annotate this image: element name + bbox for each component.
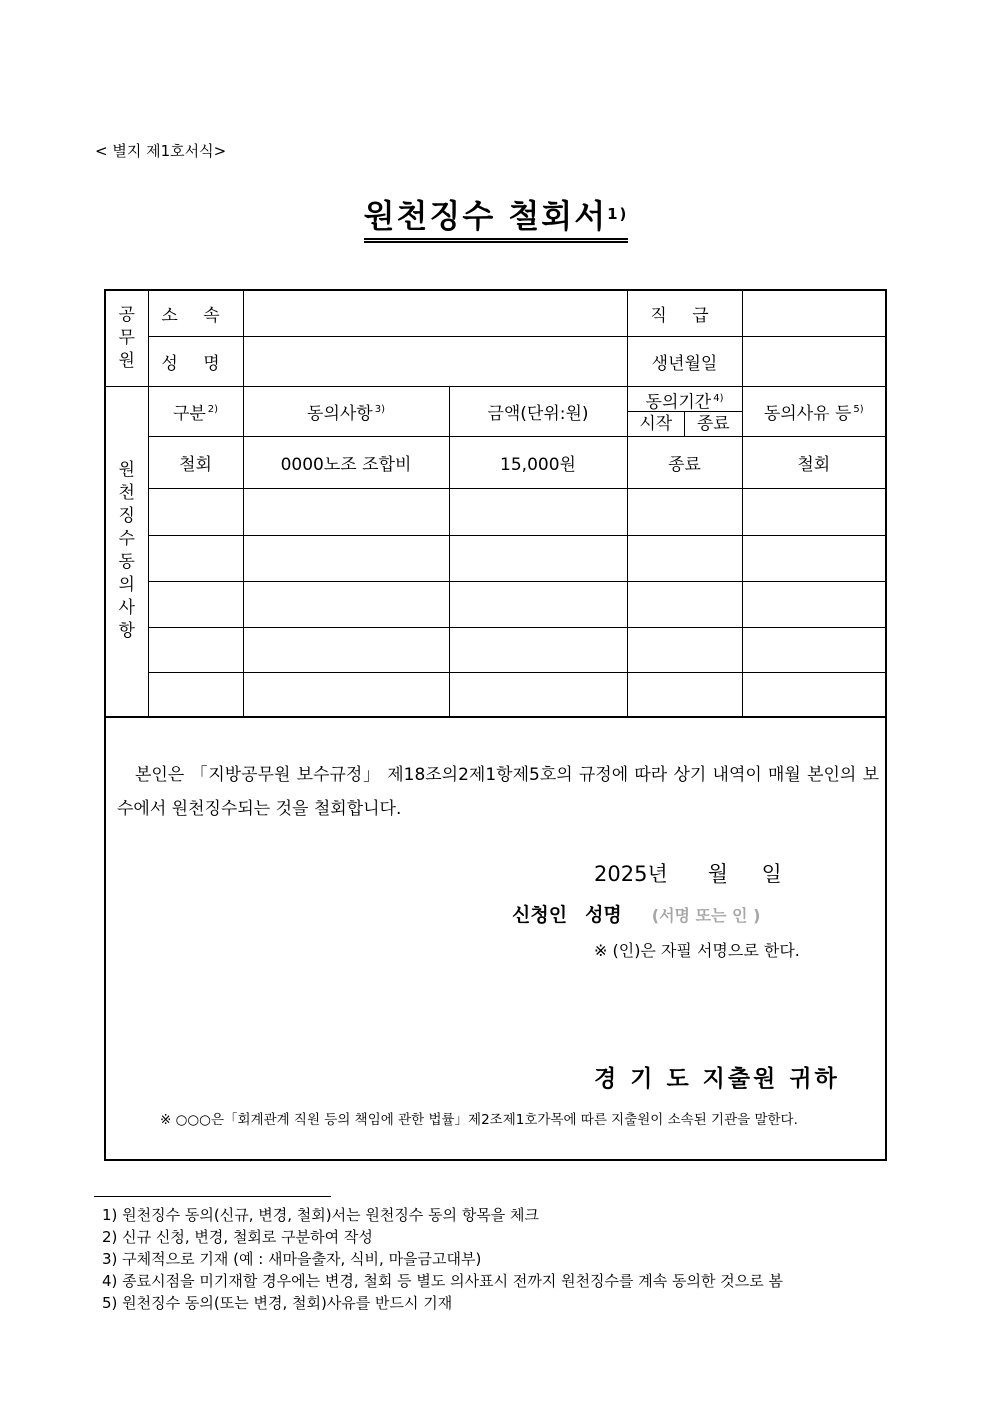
applicant-line <box>512 900 760 927</box>
cell-type[interactable] <box>148 581 243 627</box>
cell-reason[interactable]: 철회 <box>742 436 886 488</box>
cell-type[interactable] <box>148 627 243 672</box>
header-amount: 금액(단위:원) <box>449 386 627 436</box>
cell-period[interactable] <box>627 535 742 581</box>
org-note: ※ ○○○은「회계관계 직원 등의 책임에 관한 법률」제2조제1호가목에 따른 지출원이 소속된 기관을 말한다. <box>160 1112 798 1128</box>
header-type: 구분 $^{2)}$ <box>148 386 243 436</box>
table-row <box>105 535 886 581</box>
cell-type[interactable]: 철회 <box>148 436 243 488</box>
date-month: 월 <box>707 862 729 886</box>
cell-type[interactable] <box>148 672 243 717</box>
affiliation-label: 소 속 <box>148 290 243 336</box>
birth-field[interactable] <box>742 336 886 386</box>
official-section-label: 공 무 원 <box>105 290 148 386</box>
cell-item[interactable] <box>243 488 449 535</box>
birth-label: 생년월일 <box>627 336 742 386</box>
official-row-2 <box>105 336 886 386</box>
title-text: 원천징수 철회서 <box>363 197 608 235</box>
table-row <box>105 436 886 488</box>
consent-header-row <box>105 386 886 436</box>
table-row <box>105 672 886 717</box>
signature-note: ※ (인)은 자필 서명으로 한다. <box>594 941 800 960</box>
footnotes <box>102 1204 783 1314</box>
cell-amount[interactable]: 15,000원 <box>449 436 627 488</box>
header-period-end: 종료 <box>696 413 730 434</box>
position-field[interactable] <box>742 290 886 336</box>
cell-reason[interactable] <box>742 535 886 581</box>
applicant-label: 신청인 <box>512 904 568 926</box>
position-label: 직 급 <box>627 290 742 336</box>
footnote-item: 4) 종료시점을 미기재할 경우에는 변경, 철회 등 별도 의사표시 전까지 원천징수를 계속 동의한 것으로 봄 <box>102 1272 784 1290</box>
form-table <box>104 289 887 718</box>
cell-period[interactable] <box>627 672 742 717</box>
date-day: 일 <box>761 862 782 886</box>
header-period-start: 시작 <box>628 412 686 436</box>
table-row <box>105 627 886 672</box>
cell-item[interactable] <box>243 627 449 672</box>
footnote-item: 5) 원천징수 동의(또는 변경, 철회)사유를 반드시 기재 <box>102 1294 453 1312</box>
cell-item[interactable] <box>243 535 449 581</box>
name-label: 성 명 <box>148 336 243 386</box>
name-field[interactable] <box>243 336 627 386</box>
header-period: 동의기간 $^{4)}$ 시작 종료 <box>627 386 742 436</box>
cell-reason[interactable] <box>742 672 886 717</box>
cell-reason[interactable] <box>742 488 886 535</box>
footnote-divider <box>94 1196 331 1197</box>
page-title <box>364 196 629 243</box>
cell-amount[interactable] <box>449 535 627 581</box>
header-reason: 동의사유 등 $^{5)}$ <box>742 386 886 436</box>
application-date <box>594 858 782 888</box>
header-item: 동의사항 $^{3)}$ <box>243 386 449 436</box>
cell-period[interactable] <box>627 488 742 535</box>
affiliation-field[interactable] <box>243 290 627 336</box>
consent-section-label: 원 천 징 수 동 의 사 항 <box>105 386 148 717</box>
cell-period[interactable]: 종료 <box>627 436 742 488</box>
date-year: 2025년 <box>594 862 668 886</box>
footnote-item: 2) 신규 신청, 변경, 철회로 구분하여 작성 <box>102 1228 373 1246</box>
cell-item[interactable]: 0000노조 조합비 <box>243 436 449 488</box>
title-footnote-ref: 1) <box>607 205 629 223</box>
signature-field[interactable]: (서명 또는 인 ) <box>651 906 761 925</box>
title-wrap <box>0 196 992 243</box>
table-row <box>105 581 886 627</box>
cell-item[interactable] <box>243 672 449 717</box>
cell-item[interactable] <box>243 581 449 627</box>
footnote-item: 1) 원천징수 동의(신규, 변경, 철회)서는 원천징수 동의 항목을 체크 <box>102 1206 540 1224</box>
addressee: 경 기 도 지출원 귀하 <box>594 1066 840 1092</box>
cell-amount[interactable] <box>449 581 627 627</box>
cell-type[interactable] <box>148 488 243 535</box>
cell-amount[interactable] <box>449 627 627 672</box>
cell-amount[interactable] <box>449 488 627 535</box>
form-number-label: < 별지 제1호서식> <box>95 142 227 160</box>
cell-period[interactable] <box>627 581 742 627</box>
cell-reason[interactable] <box>742 581 886 627</box>
official-row-1 <box>105 290 886 336</box>
cell-type[interactable] <box>148 535 243 581</box>
cell-period[interactable] <box>627 627 742 672</box>
cell-amount[interactable] <box>449 672 627 717</box>
table-row <box>105 488 886 535</box>
declaration-statement: 본인은 「지방공무원 보수규정」 제18조의2제1항제5호의 규정에 따라 상기 내역이 매월 본인의 보수에서 원천징수되는 것을 철회합니다. <box>117 765 879 819</box>
cell-reason[interactable] <box>742 627 886 672</box>
applicant-name-label: 성명 <box>585 904 622 926</box>
footnote-item: 3) 구체적으로 기재 (예 : 새마을출자, 식비, 마을금고대부) <box>102 1250 482 1268</box>
